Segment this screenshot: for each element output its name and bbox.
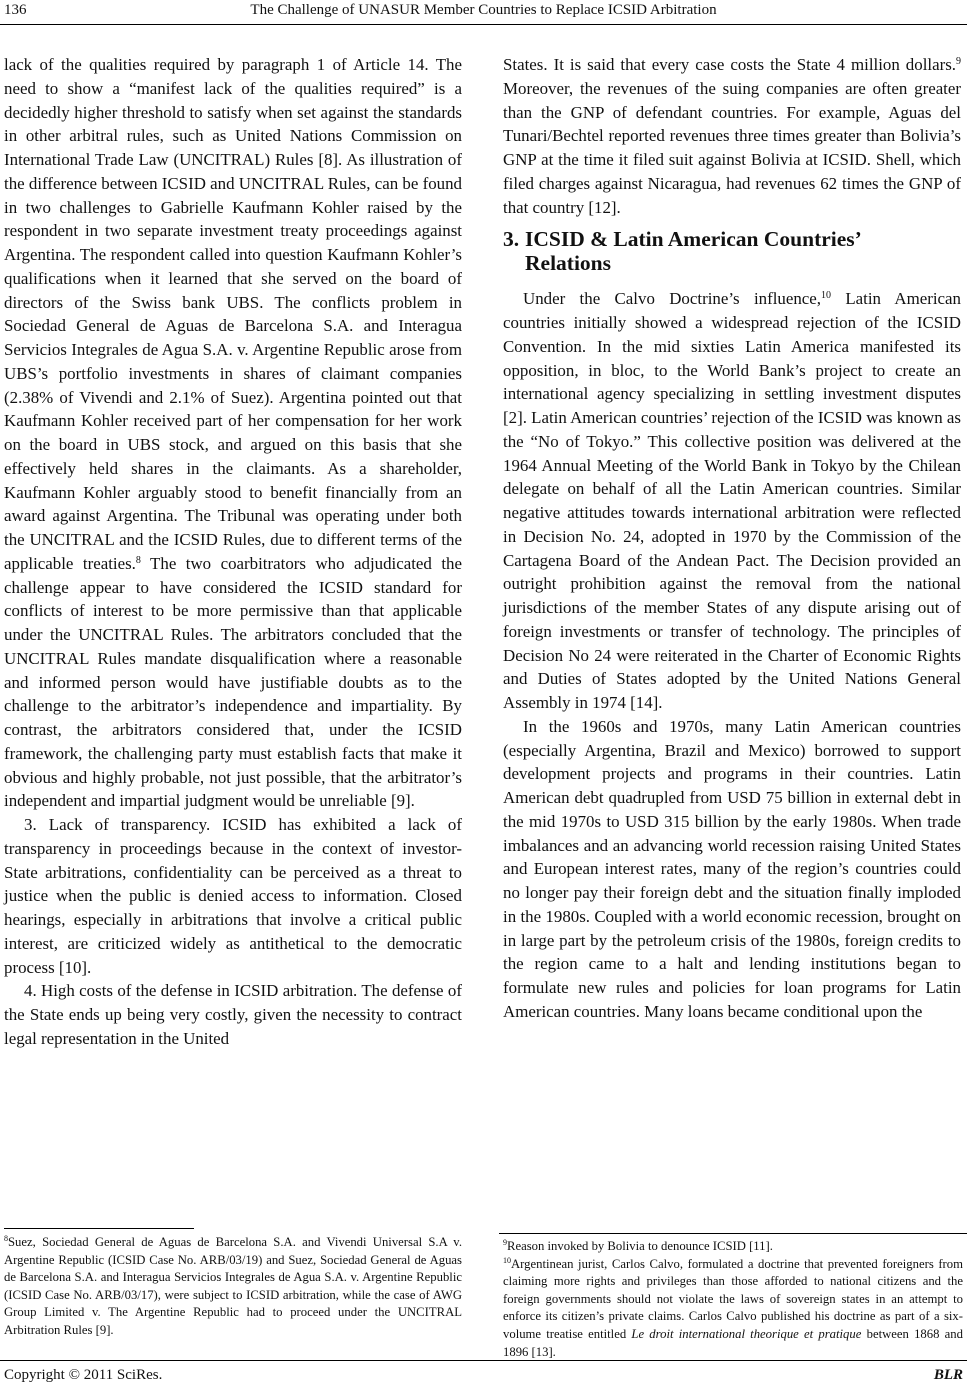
footnote-number: 10 — [503, 1255, 511, 1265]
section-heading — [503, 227, 961, 275]
footnote-ref[interactable]: 9 — [956, 56, 961, 67]
body-paragraph — [4, 53, 462, 813]
page-number: 136 — [4, 2, 27, 18]
paragraph-text: Latin American countries initially showed a widespread rejection of the ICSID Convention. In the mid sixties Latin America manifested its opposition, in bloc, to the World Bank’s project to create an international agency specializing in settling investment disputes [2]. Latin American countries’ rejection of the ICSID was known as the “No of Tokyo.” This collective position was delivered at the 1964 Annual Meeting of the World Bank in Tokyo by the Chilean delegate on behalf of all the Latin American countries. Similar negative attitudes towards international arbitration were reflected in Decision No. 24, adopted in 1970 by the Commission of the Cartagena Board of the Andean Pact. The Decision provided an outright prohibition against the removal from the national jurisdictions of the member States of any dispute arising out of foreign investments or transfer of technology. The principles of Decision No 24 were reiterated in the Charter of Economic Rights and Duties of States adopted by the United Nations General Assembly in 1974 [14]. — [503, 289, 961, 712]
body-paragraph: 4. High costs of the defense in ICSID arbitration. The defense of the State ends up being very costly, given the necessity to contract legal representation in the United — [4, 981, 462, 1048]
copyright-notice: Copyright © 2011 SciRes. — [4, 1367, 163, 1383]
footnote-rule — [499, 1233, 967, 1234]
journal-abbrev: BLR — [933, 1367, 963, 1383]
section-number: 3. — [503, 227, 520, 252]
left-column — [4, 53, 462, 1051]
footnote-rule — [4, 1228, 194, 1229]
footnote-ref[interactable]: 10 — [821, 290, 831, 302]
footnote-text: Suez, Sociedad General de Aguas de Barcelona S.A. and Vivendi Universal S.A v. Argentine Republic (ICSID Case No. ARB/03/19) and Suez, Sociedad General de Aguas de Barcelona S.A. and Interagua Servicios Integrales de Agua S.A. v. Argentine Republic (ICSID Case No. ARB/03/17), were subject to ICSID arbitration, while the case of AWG Group Limited v. The Argentine Republic had to proceed under the UNCITRAL Arbitration Rules [9]. — [4, 1235, 462, 1337]
body-paragraph — [503, 287, 961, 715]
body-paragraph — [503, 53, 961, 219]
paragraph-text: Moreover, the revenues of the suing companies are often greater than the GNP of defendant countries. For example, Aguas del Tunari/Bechtel reported revenues three times greater than Bolivia’s GNP at the time it filed suit against Bolivia at ICSID. Shell, which filed charges against Nicaragua, had revenues 62 times the GNP of that country [12]. — [503, 78, 961, 217]
footnote-text: Argentinean jurist, Carlos Calvo, formulated a doctrine that prevented foreigners from claiming more rights and privileges than those afforded to national citizens and the foreign governments should not violate the laws of sovereign states in an attempt to enforce its citizen’s private claims. Carlos Calvo published his doctrine as part of a six-volume treatise entitled — [503, 1256, 963, 1341]
footnote-9 — [503, 1238, 963, 1256]
section-title: ICSID & Latin American Countries’ — [525, 227, 862, 252]
book-title: Le droit international theorique et pratique — [631, 1326, 862, 1341]
paragraph-text: States. It is said that every case costs the State 4 million dollars. — [503, 55, 956, 74]
running-header — [0, 0, 967, 25]
body-paragraph: 3. Lack of transparency. ICSID has exhibited a lack of transparency in proceedings because in the context of investor-State arbitrations, confidentiality can be perceived as a threat to justice when the public is denied access to information. Closed hearings, especially in arbitrations that involve a critical public interest, are criticized widely as antithetical to the democratic process [10]. — [4, 815, 462, 977]
footnote-number: 8 — [4, 1234, 8, 1243]
footnotes-right — [503, 1238, 963, 1361]
right-column — [503, 53, 961, 1024]
footnote-number: 9 — [503, 1238, 507, 1247]
section-title-continued: Relations — [525, 251, 611, 276]
paragraph-text: lack of the qualities required by paragraph 1 of Article 14. The need to show a “manifest lack of the qualities required” is a decidedly higher threshold to satisfy when set against the standards in other arbitral rules, such as United Nations Commission on International Trade Law (UNCITRAL) Rules [8]. As illustration of the difference between ICSID and UNCITRAL Rules, can be found in two challenges to Gabrielle Kaufmann Kohler raised by the respondent in two separate investment treaty proceedings against Argentina. The respondent called into question Kaufmann Kohler’s qualifications when it learned that she served on the board of directors of the Swiss bank UBS. The conflicts problem in Sociedad General de Aguas de Barcelona S.A. and Interagua Servicios Integrales de Agua S.A. v. Argentine Republic arose from UBS’s portfolio investments in shares of claimant companies (2.38% of Vivendi and 2.1% of Suez). Argentina pointed out that Kaufmann Kohler received part of her compensation for her work on the board in UBS stock, and argued on this basis that she effectively held shares in the claimants. As a shareholder, Kaufmann Kohler arguably stood to benefit financially from an award against Argentina. The Tribunal was operating under both the UNCITRAL and the ICSID Rules, due to different terms of the applicable treaties. — [4, 55, 462, 573]
paragraph-text: Under the Calvo Doctrine’s influence, — [523, 289, 821, 309]
footnote-ref[interactable]: 8 — [135, 554, 141, 566]
body-paragraph: In the 1960s and 1970s, many Latin American countries (especially Argentina, Brazil and Mexico) borrowed to support development projects and programs in their countries. Latin American debt quadrupled from USD 75 billion in external debt in the mid 1970s to USD 315 billion by the early 1980s. When trade imbalances and an advancing world recession raising United States and European interest rates, many of the region’s countries could no longer pay their foreign debt and the situation finally imploded in the 1980s. Coupled with a world economic recession, brought on in large part by the petroleum crisis of the 1980s, foreign credits to the region came to a halt and lending institutions began to formulate new rules and policies for loan programs for Latin American countries. Many loans became conditional upon the — [503, 716, 961, 1021]
running-title: The Challenge of UNASUR Member Countries to Replace ICSID Arbitration — [250, 2, 717, 18]
footnote-8 — [4, 1234, 462, 1340]
footnote-text: between 1868 and 1896 [13]. — [503, 1326, 963, 1359]
paragraph-text: The two coarbitrators who adjudicated the challenge appear to have considered the ICSID standard for conflicts of interest to be more permissive than that applicable under the UNCITRAL Rules. The arbitrators concluded that the UNCITRAL Rules mandate disqualification where a reasonable and informed person would have justifiable doubts as to the challenge to the arbitrator’s independence and impartiality. By contrast, the arbitrators considered that, under the ICSID framework, the challenging party must establish facts that make it obvious and highly probable, not just possible, that the arbitrator’s independent and impartial judgment would be unreliable [9]. — [4, 553, 462, 811]
footnote-text: Reason invoked by Bolivia to denounce ICSID [11]. — [507, 1239, 773, 1253]
footnotes-left — [4, 1234, 462, 1340]
footnote-10 — [503, 1256, 963, 1362]
page-footer — [0, 1360, 967, 1387]
